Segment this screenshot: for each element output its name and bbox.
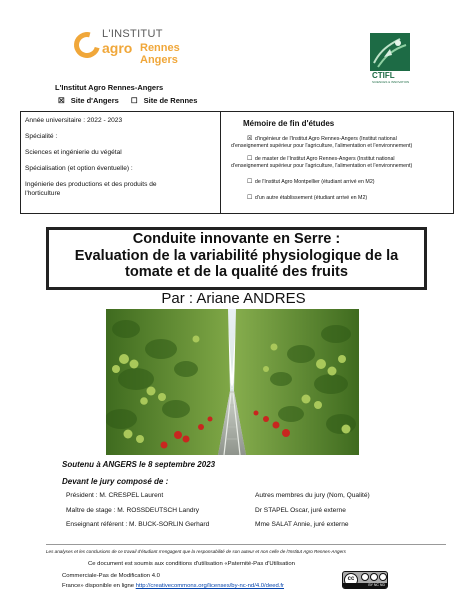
academic-year: Année universitaire : 2022 - 2023 <box>25 117 123 124</box>
memoire-option-montpellier: ☐ de l'Institut Agro Montpellier (étudiant arrivé en M2) <box>247 179 375 185</box>
institut-agro-logo <box>74 28 180 70</box>
memoire-option-ingenieur: ☒ d'ingénieur de l'Institut Agro Rennes-Angers (Institut national d'enseignement supérieur pour l'agriculture, l'alimentation et l'environnement) <box>231 136 413 150</box>
greenhouse-tomato-photo <box>106 309 359 455</box>
jury-other-members-heading: Autres membres du jury (Nom, Qualité) <box>255 492 370 499</box>
cc-license-bar: BY NC ND <box>343 583 387 588</box>
thesis-title-line3: tomate et de la qualité des fruits <box>124 264 348 280</box>
memoire-option-master: ☐ de master de l'Institut Agro Rennes-Angers (Institut national d'enseignement supérieur pour l'agriculture, l'alimentation et l'environnement) <box>231 156 413 170</box>
logo-text-angers: Angers <box>140 54 178 66</box>
logo-text-agro: agro <box>102 40 133 56</box>
site-rennes-checkbox: ☐ <box>130 96 138 105</box>
jury-maitre-de-stage: Maître de stage : M. ROSSDEUTSCH Landry <box>66 507 200 514</box>
thesis-title-line1: Conduite innovante en Serre : <box>132 231 341 247</box>
specialisation-value-2: l'horticulture <box>25 190 61 197</box>
creative-commons-badge-icon <box>342 571 388 589</box>
logo-ring-icon <box>69 27 105 63</box>
cc-by-icon <box>361 573 369 581</box>
license-link[interactable]: http://creativecommons.org/licenses/by-nc-nd/4.0/deed.fr <box>135 583 285 589</box>
license-line-2: Commerciale-Pas de Modification 4.0 <box>62 573 160 579</box>
license-line-3 <box>62 583 284 589</box>
option-checkbox: ☐ <box>247 156 253 162</box>
jury-heading: Devant le jury composé de : <box>62 477 169 486</box>
specialisation-value-1: Ingénierie des productions et des produits de <box>25 181 157 188</box>
cc-nc-icon <box>370 573 378 581</box>
memoire-type-panel <box>221 112 453 213</box>
jury-enseignant-referent: Enseignant référent : M. BUCK-SORLIN Gerhard <box>66 521 210 528</box>
disclaimer-note: Les analyses et les conclusions de ce travail d'étudiant n'engagent que la responsabilité de son auteur et non celle de l'Institut Agro Rennes-Angers <box>46 544 446 555</box>
site-rennes-label: Site de Rennes <box>143 96 198 105</box>
option-checkbox: ☒ <box>247 136 253 142</box>
ctifl-tagline: SCIENCES & INNOVATION <box>372 80 410 84</box>
logo-text-line1: L'INSTITUT <box>102 28 163 40</box>
defense-date: Soutenu à ANGERS le 8 septembre 2023 <box>62 460 216 469</box>
license-line-3-text: France» disponible en ligne <box>62 583 135 589</box>
memoire-heading: Mémoire de fin d'études <box>243 119 335 128</box>
academic-info-box <box>20 111 454 214</box>
license-line-1: Ce document est soumis aux conditions d'utilisation «Paternité-Pas d'Utilisation <box>88 561 295 567</box>
specialite-label: Spécialité : <box>25 133 58 140</box>
jury-president: Président : M. CRESPEL Laurent <box>66 492 164 499</box>
ctifl-wordmark: CTIFL <box>372 71 395 80</box>
author-line: Par : Ariane ANDRES <box>161 290 306 307</box>
option-checkbox: ☐ <box>247 179 253 185</box>
site-selection <box>58 96 203 105</box>
specialisation-label: Spécialisation (et option éventuelle) : <box>25 165 133 172</box>
institution-name: L'Institut Agro Rennes-Angers <box>55 83 164 92</box>
memoire-option-autre: ☐ d'un autre établissement (étudiant arrivé en M2) <box>247 195 368 201</box>
logo-text-rennes: Rennes <box>140 42 180 54</box>
academic-info-left <box>21 112 221 213</box>
jury-member: Mme SALAT Annie, juré externe <box>255 521 349 528</box>
site-angers-checkbox: ☒ <box>58 96 65 105</box>
thesis-title-line2: Evaluation de la variabilité physiologique de la <box>74 247 399 264</box>
specialite-value: Sciences et ingénierie du végétal <box>25 149 122 156</box>
cc-nd-icon <box>379 573 387 581</box>
ctifl-logo <box>370 33 410 85</box>
cc-logo-icon: cc <box>344 573 358 587</box>
option-checkbox: ☐ <box>247 195 253 201</box>
site-angers-label: Site d'Angers <box>70 96 119 105</box>
jury-member: Dr STAPEL Oscar, juré externe <box>255 507 346 514</box>
ctifl-emblem-icon <box>370 33 410 71</box>
thesis-title-frame <box>46 227 427 290</box>
